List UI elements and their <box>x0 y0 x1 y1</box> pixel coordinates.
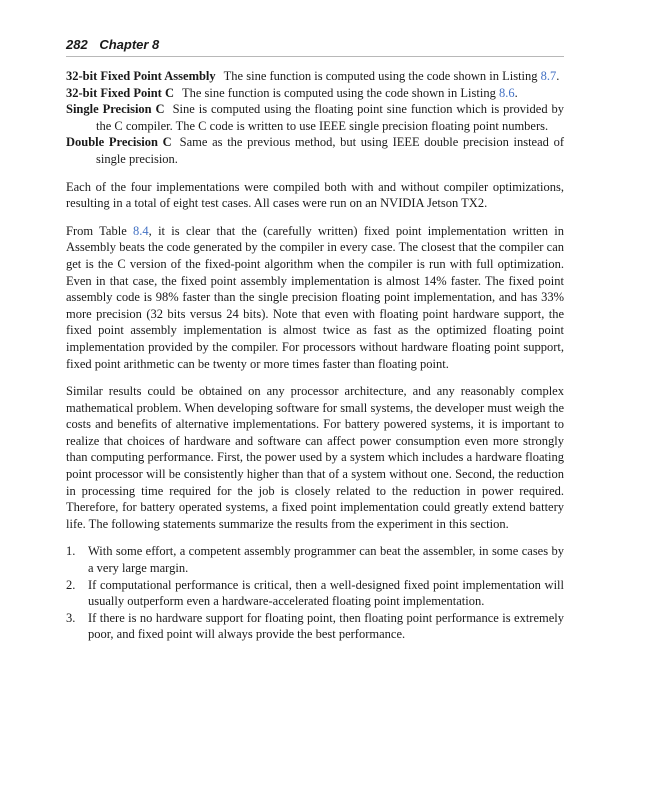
listing-link-8-6[interactable]: 8.6 <box>498 85 515 100</box>
list-item <box>66 577 564 610</box>
list-text: With some effort, a competent assembly programmer can beat the assembler, in some cases by a very large margin. <box>88 544 564 576</box>
page <box>66 36 564 643</box>
list-text: If there is no hardware support for floating point, then floating point performance is extremely poor, and fixed point will always provide the best performance. <box>88 610 564 642</box>
definition-text: Sine is computed using the floating point sine function which is provided by the C compiler. The C code is written to use IEEE single precision floating point numbers. <box>96 102 564 133</box>
listing-link-8-7[interactable]: 8.7 <box>540 69 557 83</box>
conclusions-list <box>66 543 564 643</box>
paragraph-implementations: Each of the four implementations were compiled both with and without compiler optimizations, resulting in a total of eight test cases. All cases were run on an NVIDIA Jetson TX2. <box>66 179 564 211</box>
chapter-title: Chapter 8 <box>99 37 160 52</box>
list-number: 2. <box>66 577 76 592</box>
table-link-8-4[interactable]: 8.4 <box>133 223 149 238</box>
paragraph-similar-results: Similar results could be obtained on any processor architecture, and any reasonably complex mathematical problem. When developing software for small systems, the developer must weigh the costs and benefits of alternative implementations. For battery powered systems, it is important to realize that choices of hardware and software can affect power consumption even more strongly than computing performance. First, the power used by a system which includes a hardware floating point processor will be consistently higher than that of a system without one. Second, the reduction in processing time required for the job is closely related to the reduction in power required. Therefore, for battery operated systems, a fixed point implementation could greatly extend battery life. The following statements summarize the results from the experiment in this section. <box>66 384 564 531</box>
definition-fixed-assembly: 32-bit Fixed Point Assembly The sine function is computed using the code shown in Listing 8.7. <box>66 69 560 83</box>
list-number: 3. <box>66 610 76 625</box>
definition-list <box>66 68 564 168</box>
definition-text: Same as the previous method, but using IEEE double precision instead of single precision. <box>96 135 564 166</box>
running-header <box>66 36 564 57</box>
definition-term: 32-bit Fixed Point C <box>66 85 174 100</box>
paragraph-table-analysis: From Table 8.4, it is clear that the (carefully written) fixed point implementation written in Assembly beats the code generated by the compiler in every case. The closest that the compiler can get is the C version of the fixed-point algorithm when the compiler is run with full optimization. Even in that case, the fixed point assembly implementation is almost 14% faster. The fixed point assembly code is 98% faster than the single precision floating point implementation, and has 33% more precision (32 bits versus 24 bits). Note that even with floating point hardware support, the fixed point assembly implementation is almost twice as fast as the optimized floating point implementation provided by the compiler. For processors without hardware floating point support, fixed point arithmetic can be twenty or more times faster than floating point. <box>66 223 564 371</box>
definition-double-precision <box>66 134 564 167</box>
list-text: If computational performance is critical, then a well-designed fixed point implementation will usually outperform even a hardware-accelerated floating point implementation. <box>88 577 564 609</box>
page-number: 282 <box>66 37 88 52</box>
definition-text: The sine function is computed using the code shown in Listing <box>223 69 541 83</box>
definition-term: Single Precision C <box>66 102 165 117</box>
definition-text: The sine function is computed using the code shown in Listing <box>181 85 499 100</box>
list-item <box>66 610 564 643</box>
definition-term: 32-bit Fixed Point Assembly <box>66 69 216 83</box>
definition-fixed-c: 32-bit Fixed Point C The sine function is computed using the code shown in Listing 8.6. <box>66 85 518 100</box>
definition-term: Double Precision C <box>66 135 172 150</box>
definition-single-precision <box>66 101 564 134</box>
list-number: 1. <box>66 544 76 559</box>
list-item <box>66 543 564 576</box>
